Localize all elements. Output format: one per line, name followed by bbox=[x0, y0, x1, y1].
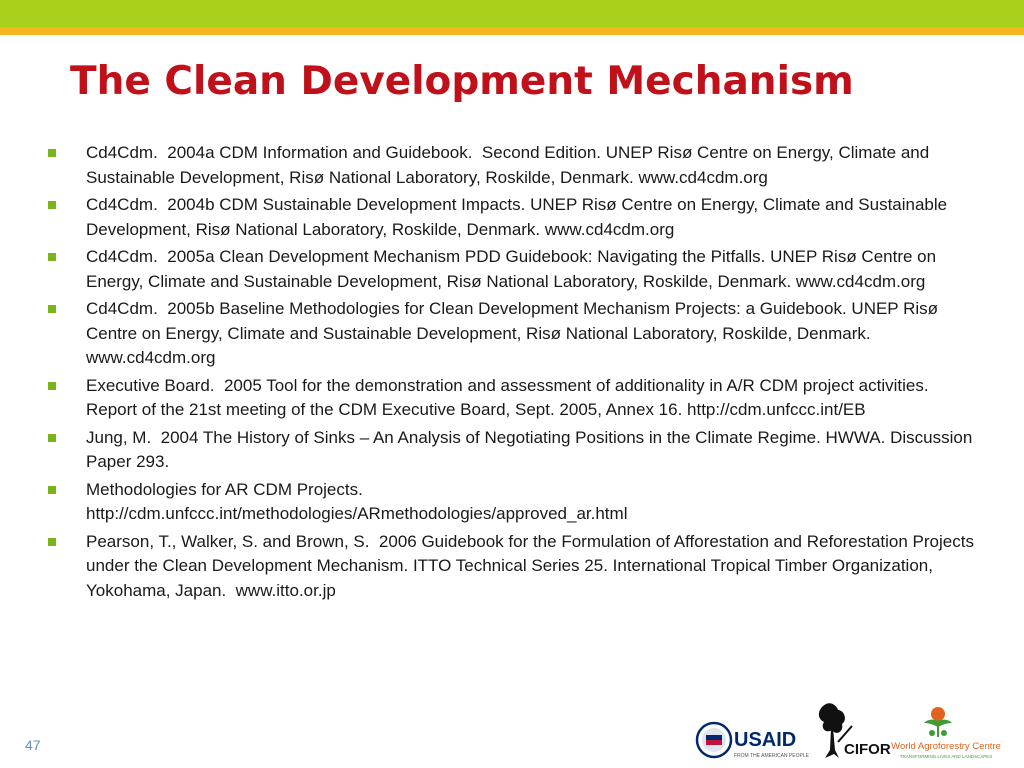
svg-text:FROM THE AMERICAN PEOPLE: FROM THE AMERICAN PEOPLE bbox=[734, 753, 809, 759]
reference-text: Jung, M. 2004 The History of Sinks – An Analysis of Negotiating Positions in the Climate Regime. HWWA. Discussion Paper 293. bbox=[86, 427, 978, 471]
svg-text:World Agroforestry Centre: World Agroforestry Centre bbox=[891, 741, 1001, 752]
world-agroforestry-logo bbox=[888, 705, 1004, 761]
reference-item bbox=[48, 426, 978, 475]
reference-text: Cd4Cdm. 2005a Clean Development Mechanism PDD Guidebook: Navigating the Pitfalls. UNEP Risø Centre on Energy, Climate and Sustainable Development, Risø National Laboratory, Roskilde, Denmark. www.cd4cdm.org bbox=[86, 247, 941, 291]
cifor-logo bbox=[812, 700, 891, 762]
svg-text:CIFOR: CIFOR bbox=[844, 741, 891, 758]
reference-item bbox=[48, 297, 978, 371]
bullet-icon bbox=[48, 486, 56, 494]
reference-item bbox=[48, 478, 978, 527]
slide-number: 47 bbox=[25, 737, 41, 753]
bullet-icon bbox=[48, 305, 56, 313]
bullet-icon bbox=[48, 538, 56, 546]
reference-text: Cd4Cdm. 2004b CDM Sustainable Development Impacts. UNEP Risø Centre on Energy, Climate and Sustainable Development, Risø National Laboratory, Roskilde, Denmark. www.cd4cdm.org bbox=[86, 195, 952, 239]
reference-item bbox=[48, 245, 978, 294]
bullet-icon bbox=[48, 434, 56, 442]
reference-item bbox=[48, 374, 978, 423]
reference-list bbox=[48, 141, 978, 606]
reference-item bbox=[48, 141, 978, 190]
reference-item bbox=[48, 530, 978, 604]
reference-text: Cd4Cdm. 2005b Baseline Methodologies for Clean Development Mechanism Projects: a Guidebook. UNEP Risø Centre on Energy, Climate and Sustainable Development, Risø National Laboratory, Roskilde, Denmark. www.cd4cdm.org bbox=[86, 299, 943, 367]
top-color-band bbox=[0, 0, 1024, 27]
top-band-accent bbox=[0, 27, 1024, 35]
bullet-icon bbox=[48, 149, 56, 157]
svg-text:TRANSFORMING LIVES AND LANDSCA: TRANSFORMING LIVES AND LANDSCAPES bbox=[899, 754, 993, 759]
reference-text: Pearson, T., Walker, S. and Brown, S. 2006 Guidebook for the Formulation of Afforestation and Reforestation Projects under the Clean Development Mechanism. ITTO Technical Series 25. International Tropical Timber Organization, Yokohama, Japan. www.itto.or.jp bbox=[86, 531, 979, 600]
slide-title: The Clean Development Mechanism bbox=[70, 59, 854, 104]
reference-text: Methodologies for AR CDM Projects. http://cdm.unfccc.int/methodologies/ARmethodologies/approved_ar.html bbox=[86, 479, 628, 523]
svg-text:USAID: USAID bbox=[734, 729, 797, 751]
bullet-icon bbox=[48, 253, 56, 261]
usaid-logo bbox=[696, 718, 808, 762]
reference-item bbox=[48, 193, 978, 242]
reference-text: Executive Board. 2005 Tool for the demonstration and assessment of additionality in A/R CDM project activities. Report of the 21st meeting of the CDM Executive Board, Sept. 2005, Annex 16. http://cdm.unfccc.int/EB bbox=[86, 375, 934, 419]
bullet-icon bbox=[48, 201, 56, 209]
bullet-icon bbox=[48, 382, 56, 390]
reference-text: Cd4Cdm. 2004a CDM Information and Guidebook. Second Edition. UNEP Risø Centre on Energy, Climate and Sustainable Development, Risø National Laboratory, Roskilde, Denmark. www.cd4cdm.org bbox=[86, 143, 934, 187]
